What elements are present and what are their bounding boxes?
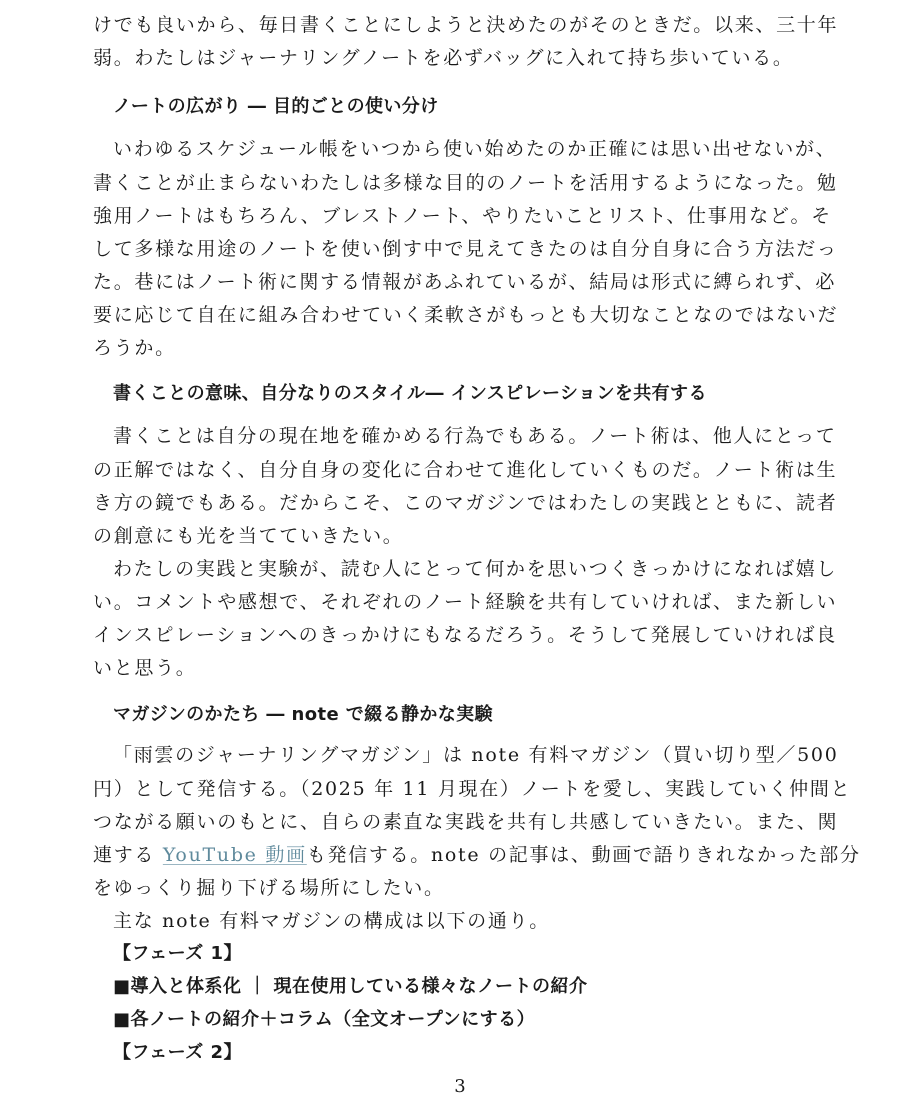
paragraph-line: いと思う。 — [93, 657, 197, 679]
paragraph-line: つながる願いのもとに、自らの素直な実践を共有し共感していきたい。また、関 — [93, 811, 839, 833]
link-line-after: も発信する。note の記事は、動画で語りきれなかった部分 — [306, 844, 861, 866]
paragraph-line: き方の鏡でもある。だからこそ、このマガジンではわたしの実践とともに、読者 — [93, 492, 838, 514]
paragraph-line: 強用ノートはもちろん、ブレストノート、やりたいことリスト、仕事用など。そ — [93, 205, 832, 227]
composition-item-intro: ■導入と体系化 ｜ 現在使用している様々なノートの紹介 — [113, 976, 588, 997]
phase-1-heading: 【フェーズ 1】 — [113, 943, 242, 964]
paragraph-line: の創意にも光を当てていきたい。 — [93, 525, 404, 547]
section-heading-meaning-of-writing: 書くことの意味、自分なりのスタイル― インスピレーションを共有する — [113, 383, 707, 404]
section-heading-notes-expansion: ノートの広がり ― 目的ごとの使い分け — [113, 96, 439, 117]
paragraph-line-with-link — [93, 844, 861, 866]
paragraph-line: して多様な用途のノートを使い倒す中で見えてきたのは自分自身に合う方法だっ — [93, 238, 838, 260]
paragraph-line: 「雨雲のジャーナリングマガジン」は note 有料マガジン（買い切り型／500 — [113, 744, 839, 766]
intro-line-1: けでも良いから、毎日書くことにしようと決めたのがそのときだ。以来、三十年 — [93, 14, 839, 36]
intro-line-2: 弱。わたしはジャーナリングノートを必ずバッグに入れて持ち歩いている。 — [93, 47, 794, 69]
paragraph-line: 書くことが止まらないわたしは多様な目的のノートを活用するようになった。勉 — [93, 172, 838, 194]
paragraph-line: いわゆるスケジュール帳をいつから使い始めたのか正確には思い出せないが、 — [113, 138, 837, 160]
page-number: 3 — [454, 1076, 466, 1097]
phase-2-heading: 【フェーズ 2】 — [113, 1042, 242, 1063]
paragraph-line: わたしの実践と実験が、読む人にとって何かを思いつくきっかけになれば嬉し — [113, 558, 838, 580]
paragraph-line: をゆっくり掘り下げる場所にしたい。 — [93, 877, 445, 899]
paragraph-line: の正解ではなく、自分自身の変化に合わせて進化していくものだ。ノート術は生 — [93, 459, 838, 481]
paragraph-line: た。巷にはノート術に関する情報があふれているが、結局は形式に縛られず、必 — [93, 271, 837, 293]
paragraph-line: 主な note 有料マガジンの構成は以下の通り。 — [113, 910, 550, 932]
paragraph-line: ろうか。 — [93, 337, 176, 359]
paragraph-line: インスピレーションへのきっかけにもなるだろう。そうして発展していければ良 — [93, 624, 837, 646]
link-line-before: 連する — [93, 844, 163, 866]
section-heading-magazine-format: マガジンのかたち ― note で綴る静かな実験 — [113, 704, 493, 725]
composition-item-columns: ■各ノートの紹介＋コラム（全文オープンにする） — [113, 1009, 536, 1030]
paragraph-line: 円）として発信する。（2025 年 11 月現在）ノートを愛し、実践していく仲間と — [93, 778, 852, 800]
paragraph-line: 要に応じて自在に組み合わせていく柔軟さがもっとも大切なことなのではないだ — [93, 304, 839, 326]
youtube-video-link[interactable]: YouTube 動画 — [162, 844, 307, 866]
paragraph-line: い。コメントや感想で、それぞれのノート経験を共有していければ、また新しい — [93, 591, 838, 613]
paragraph-line: 書くことは自分の現在地を確かめる行為でもある。ノート術は、他人にとって — [113, 425, 837, 447]
